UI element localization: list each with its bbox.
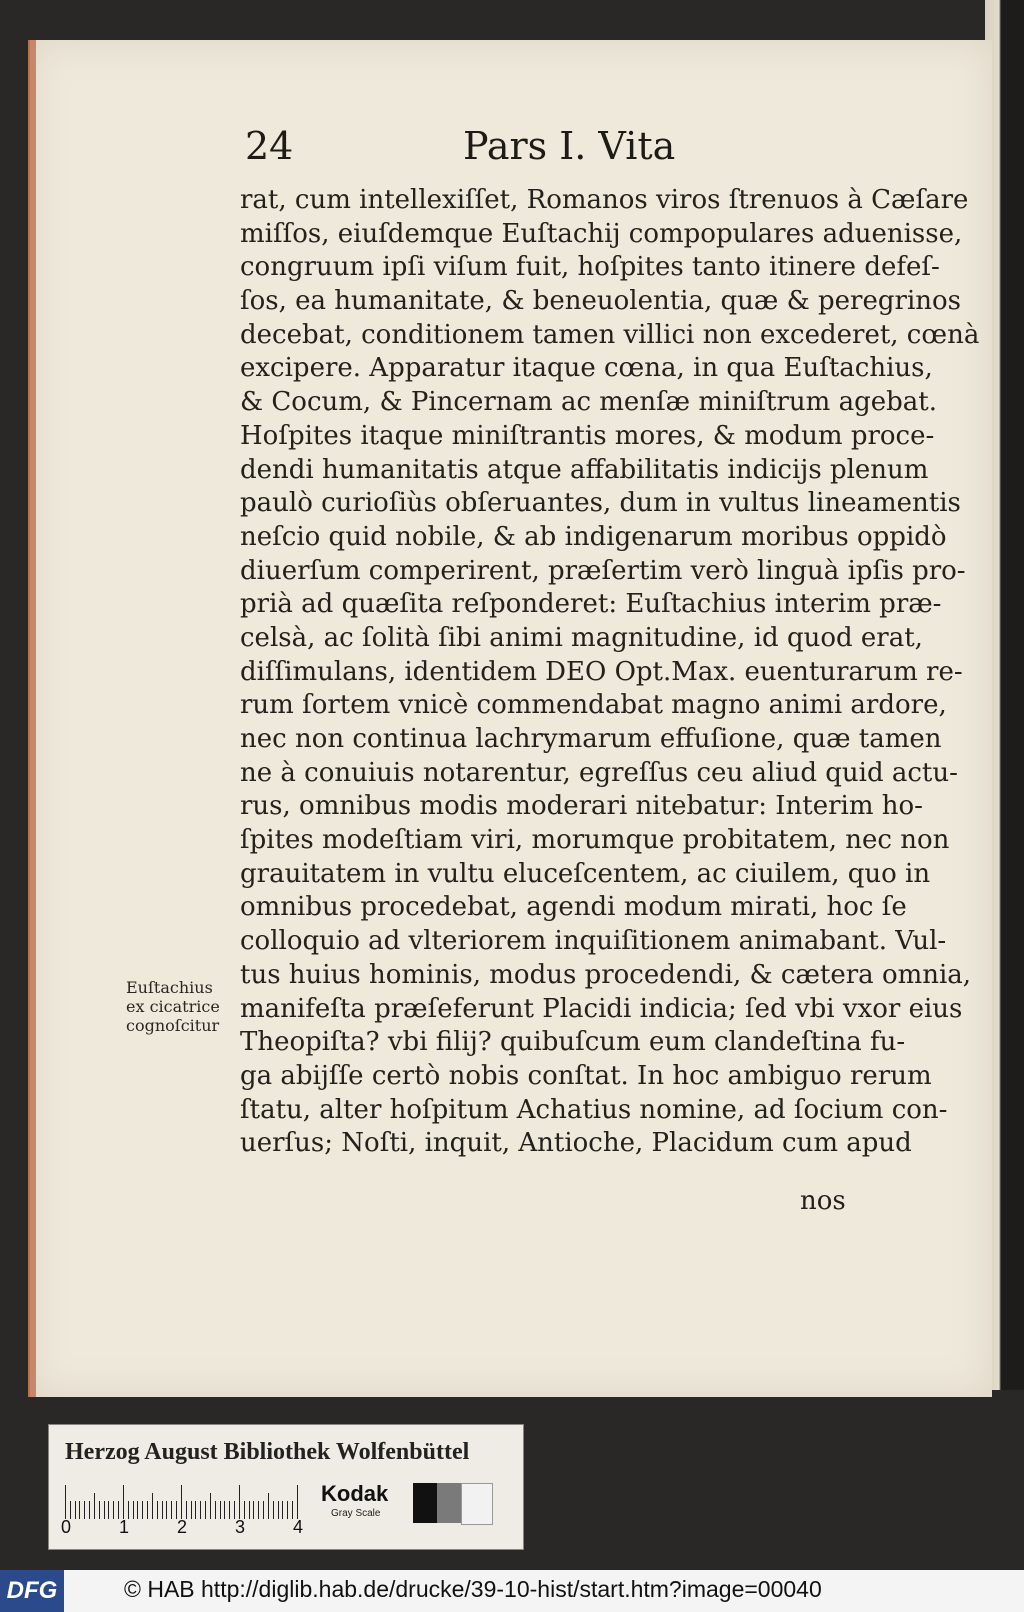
text-line: Hoſpites itaque miniſtrantis mores, & modum proce- (240, 420, 935, 451)
margin-note-line: cognoſcitur (126, 1016, 220, 1035)
ruler-tick (297, 1485, 298, 1519)
ruler-tick (253, 1501, 254, 1519)
scale-ruler (65, 1485, 301, 1519)
ruler-tick (282, 1501, 283, 1519)
text-line: decebat, conditionem tamen villici non excederet, cœnà (240, 319, 980, 350)
text-line: grauitatem in vultu eluceſcentem, ac ciuilem, quo in (240, 858, 931, 889)
running-head: Pars I. Vita (463, 124, 676, 168)
page-number: 24 (245, 124, 294, 168)
ruler-tick (195, 1501, 196, 1519)
text-line: congruum ipſi viſum fuit, hoſpites tanto itinere defeſ- (240, 252, 940, 283)
ruler-tick (200, 1501, 201, 1519)
gray-swatch-white (461, 1483, 493, 1525)
ruler-tick (157, 1501, 158, 1519)
ruler-tick (142, 1501, 143, 1519)
text-line: manifeſta præſeferunt Placidi indicia; ſed vbi vxor eius (240, 993, 963, 1024)
ruler-tick (166, 1501, 167, 1519)
ruler-tick (84, 1501, 85, 1519)
ruler-number: 2 (177, 1517, 188, 1537)
ruler-tick (215, 1501, 216, 1519)
catchword: nos (800, 1186, 846, 1216)
text-line: neſcio quid nobile, & ab indigenarum moribus oppidò (240, 521, 947, 552)
ruler-tick (229, 1501, 230, 1519)
ruler-tick (104, 1501, 105, 1519)
ruler-tick (75, 1501, 76, 1519)
text-line: rus, omnibus modis moderari nitebatur: Interim ho- (240, 791, 923, 822)
ruler-tick (147, 1501, 148, 1519)
ruler-tick (273, 1501, 274, 1519)
ruler-tick (220, 1501, 221, 1519)
text-line: rat, cum intellexiſſet, Romanos viros ſtrenuos à Cæſare (240, 185, 969, 215)
gray-swatch-black (413, 1483, 437, 1523)
ruler-number: 0 (61, 1517, 72, 1537)
ruler-tick (137, 1501, 138, 1519)
ruler-tick (239, 1485, 240, 1519)
ruler-tick (287, 1501, 288, 1519)
ruler-tick (113, 1501, 114, 1519)
text-line: rum ſortem vnicè commendabat magno animi ardore, (240, 690, 947, 721)
ruler-tick (108, 1501, 109, 1519)
source-url[interactable]: © HAB http://diglib.hab.de/drucke/39-10-hist/start.htm?image=00040 (124, 1576, 822, 1602)
text-line: excipere. Apparatur itaque cœna, in qua Euſtachius, (240, 353, 933, 384)
text-line: Theopiſta? vbi filij? quibuſcum eum clandeſtina fu- (240, 1027, 906, 1058)
ruler-tick (268, 1493, 269, 1519)
ruler-tick (162, 1501, 163, 1519)
text-line: prià ad quæſita reſponderet: Euſtachius interim præ- (240, 589, 942, 620)
text-line: uerſus; Noſti, inquit, Antioche, Placidum cum apud (240, 1128, 912, 1159)
ruler-tick (263, 1501, 264, 1519)
text-line: omnibus procedebat, agendi modum mirati, hoc ſe (240, 892, 907, 923)
text-line: ne à conuiuis notarentur, egreſſus ceu aliud quid actu- (240, 757, 958, 788)
ruler-tick (171, 1501, 172, 1519)
ruler-number: 4 (293, 1517, 304, 1537)
ruler-tick (249, 1501, 250, 1519)
text-line: dendi humanitatis atque affabilitatis indicijs plenum (240, 454, 929, 485)
dfg-logo: DFG (0, 1570, 64, 1612)
text-line: ſpites modeſtiam viri, morumque probitatem, nec non (240, 825, 950, 856)
gray-swatch-mid (437, 1483, 461, 1523)
ruler-tick (123, 1485, 124, 1519)
text-line: colloquio ad vlteriorem inquiſitionem animabant. Vul- (240, 926, 947, 957)
ruler-tick (94, 1493, 95, 1519)
text-line: & Cocum, & Pincernam ac menſæ miniſtrum agebat. (240, 387, 937, 418)
text-line: celsà, ac ſolità ſibi animi magnitudine, id quod erat, (240, 622, 923, 653)
margin-note (126, 978, 236, 1035)
text-line: diuerſum comperirent, præſertim verò linguà ipſis pro- (240, 555, 966, 586)
ruler-tick (65, 1485, 66, 1519)
ruler-tick (278, 1501, 279, 1519)
text-line: ga abijſſe certò nobis conſtat. In hoc ambiguo rerum (240, 1060, 932, 1091)
text-line: paulò curioſiùs obſeruantes, dum in vultus lineamentis (240, 488, 961, 519)
ruler-tick (152, 1493, 153, 1519)
gray-scale-label: Gray Scale (331, 1508, 381, 1519)
color-target-card (48, 1424, 524, 1550)
ruler-tick (133, 1501, 134, 1519)
ruler-tick (89, 1501, 90, 1519)
page-header (245, 124, 685, 176)
ruler-tick (181, 1485, 182, 1519)
text-line: ſos, ea humanitate, & beneuolentia, quæ & peregrinos (240, 286, 962, 317)
body-text (240, 184, 980, 1161)
ruler-number: 1 (119, 1517, 130, 1537)
ruler-tick (205, 1501, 206, 1519)
ruler-tick (191, 1501, 192, 1519)
footer-bar (0, 1570, 1024, 1612)
ruler-tick (79, 1501, 80, 1519)
ruler-tick (99, 1501, 100, 1519)
margin-note-line: ex cicatrice (126, 997, 220, 1016)
ruler-number: 3 (235, 1517, 246, 1537)
text-line: ſtatu, alter hoſpitum Achatius nomine, ad ſocium con- (240, 1094, 948, 1125)
ruler-tick (224, 1501, 225, 1519)
ruler-tick (210, 1493, 211, 1519)
text-line: diſſimulans, identidem DEO Opt.Max. euenturarum re- (240, 656, 963, 687)
kodak-logo: Kodak (321, 1481, 389, 1506)
margin-note-line: Euſtachius (126, 978, 213, 997)
text-line: tus huius hominis, modus procedendi, & cætera omnia, (240, 959, 972, 990)
text-line: miſſos, eiuſdemque Euſtachij compopulares aduenisse, (240, 218, 963, 249)
ruler-tick (258, 1501, 259, 1519)
text-line: nec non continua lachrymarum effuſione, quæ tamen (240, 724, 942, 754)
library-name: Herzog August Bibliothek Wolfenbüttel (65, 1439, 470, 1465)
